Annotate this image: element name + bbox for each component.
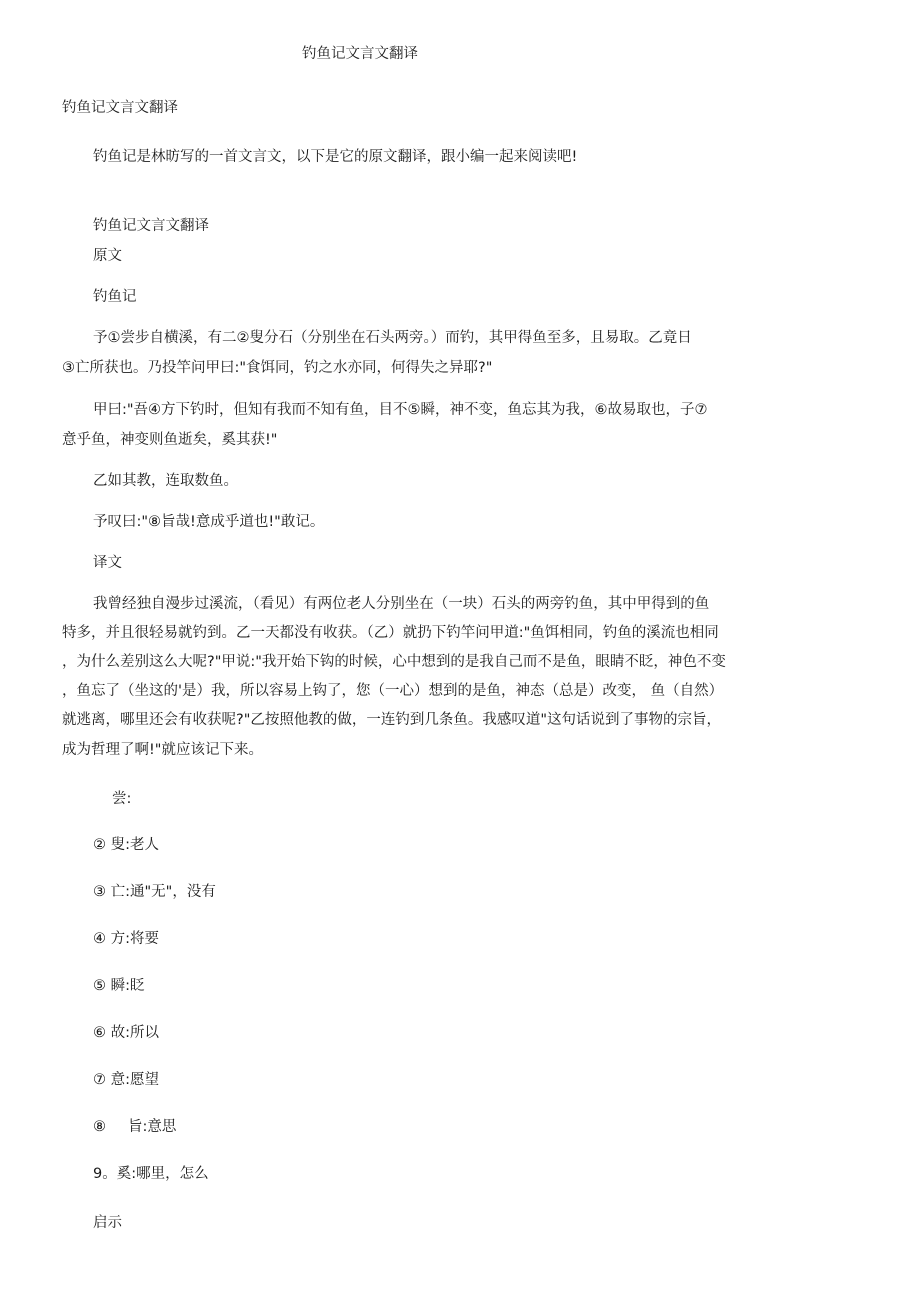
note-item: ⑦ 意:愿望 xyxy=(93,1072,159,1088)
original-line: 予叹曰:"⑧旨哉!意成乎道也!"敢记。 xyxy=(93,514,325,530)
translation-line: 特多，并且很轻易就钓到。乙一天都没有收获。（乙）就扔下钓竿问甲道:"鱼饵相同，钓鱼的溪流也相同 xyxy=(62,625,719,641)
insight-heading: 启示 xyxy=(93,1215,122,1231)
translation-heading: 译文 xyxy=(93,555,122,571)
translation-line: 我曾经独自漫步过溪流，（看见）有两位老人分别坐在（一块）石头的两旁钓鱼，其中甲得到的鱼 xyxy=(93,596,710,612)
original-line: ③亡所获也。乃投竿问甲曰:"食饵同，钓之水亦同，何得失之异耶?" xyxy=(62,360,493,376)
note-item: ② 叟:老人 xyxy=(93,837,159,853)
note-item xyxy=(93,1117,176,1137)
note-item: ④ 方:将要 xyxy=(93,931,159,947)
note-item: 尝: xyxy=(112,791,132,807)
note-item: 9。奚:哪里，怎么 xyxy=(93,1166,209,1182)
original-heading: 原文 xyxy=(93,248,122,264)
translation-line: ，鱼忘了（坐这的'是）我，所以容易上钩了，您（一心）想到的是鱼，神态（总是）改变， 鱼（自然） xyxy=(62,683,724,699)
original-line: 甲曰:"吾④方下钓时，但知有我而不知有鱼，目不⑤瞬，神不变，鱼忘其为我，⑥故易取也，子⑦ xyxy=(93,402,708,418)
article-heading: 钓鱼记文言文翻译 xyxy=(62,100,178,116)
original-line: 乙如其教，连取数鱼。 xyxy=(93,473,238,489)
piece-title: 钓鱼记 xyxy=(93,289,137,305)
translation-line: 就逃离，哪里还会有收获呢?"乙按照他教的做，一连钓到几条鱼。我感叹道"这句话说到了事物的宗旨， xyxy=(62,712,722,728)
page-title: 钓鱼记文言文翻译 xyxy=(302,46,418,62)
note-item: ③ 亡:通"无"，没有 xyxy=(93,884,216,900)
original-line: 意乎鱼，神变则鱼逝矣，奚其获!" xyxy=(62,432,278,448)
section-heading: 钓鱼记文言文翻译 xyxy=(93,218,209,234)
original-line: 予①尝步自横溪，有二②叟分石（分别坐在石头两旁。）而钓，其甲得鱼至多，且易取。乙竟日 xyxy=(93,330,692,346)
intro-paragraph: 钓鱼记是林昉写的一首文言文，以下是它的原文翻译，跟小编一起来阅读吧! xyxy=(93,149,578,165)
note-text: 旨:意思 xyxy=(128,1119,177,1135)
translation-line: 成为哲理了啊!"就应该记下来。 xyxy=(62,742,263,758)
translation-line: ，为什么差别这么大呢?"甲说:"我开始下钩的时候，心中想到的是我自己而不是鱼，眼睛不眨，神色不变 xyxy=(62,654,726,670)
note-item: ⑤ 瞬:眨 xyxy=(93,978,145,994)
note-marker: ⑧ xyxy=(93,1119,106,1135)
note-item: ⑥ 故:所以 xyxy=(93,1025,159,1041)
